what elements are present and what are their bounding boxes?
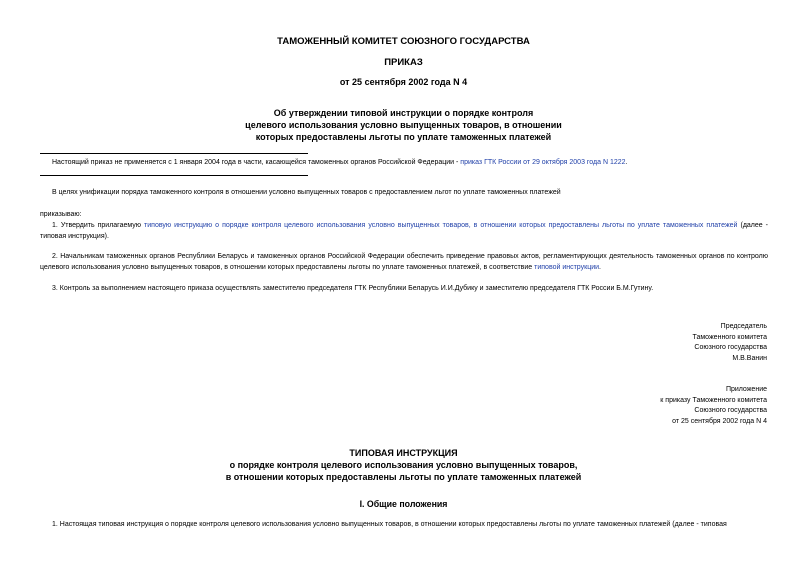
appendix-block: [660, 385, 767, 427]
section-heading: I. Общие положения: [359, 499, 448, 509]
amendment-note-text: Настоящий приказ не применяется с 1 января 2004 года в части, касающейся таможенных органов Российской Федерации -: [52, 159, 461, 166]
signature-line-3: Союзного государства: [694, 344, 767, 351]
instruction-title: ТИПОВАЯ ИНСТРУКЦИЯ: [349, 448, 458, 458]
amendment-note-tail: .: [625, 159, 628, 166]
appendix-line-1: Приложение: [725, 386, 767, 393]
instruction-paragraph-1: 1. Настоящая типовая инструкция о порядке контроля целевого использования условно выпущенных товаров, в отношении которых предоставлены льготы по уплате таможенных платежей (далее - типовая: [52, 521, 727, 528]
paragraph-1-end: (далее - типовая инструкция).: [40, 222, 769, 240]
instruction-subtitle-1: о порядке контроля целевого использования условно выпущенных товаров,: [229, 460, 578, 470]
note-top-rule: [40, 153, 308, 154]
organization-heading: ТАМОЖЕННЫЙ КОМИТЕТ СОЮЗНОГО ГОСУДАРСТВА: [277, 36, 530, 47]
note-bottom-rule: [40, 175, 308, 176]
appendix-line-4: от 25 сентября 2002 года N 4: [672, 417, 767, 425]
order-word: приказываю:: [40, 211, 82, 218]
title-line-3: которых предоставлены льготы по уплате таможенных платежей: [255, 132, 552, 142]
appendix-line-3: Союзного государства: [694, 407, 767, 414]
paragraph-2: [40, 252, 768, 273]
paragraph-1-start: 1. Утвердить прилагаемую: [52, 222, 145, 229]
signature-block: [693, 322, 767, 364]
paragraph-2-text: 2. Начальникам таможенных органов Республики Беларусь и таможенных органов Российской Федерации обеспечить приведение правовых актов, регламентирующих деятельность таможенных органов по контролю целевого использования условно выпущенных товаров, в отношении которых предоставлены льготы по уплате таможенных платежей, в соответствие: [40, 253, 768, 271]
instruction-link-2[interactable]: типовой инструкции: [534, 263, 600, 271]
title-line-2: целевого использования условно выпущенных товаров, в отношении: [245, 120, 562, 130]
title-line-1: Об утверждении типовой инструкции о порядке контроля: [273, 108, 534, 118]
paragraph-2-end: .: [599, 263, 601, 271]
document-type: ПРИКАЗ: [384, 57, 423, 68]
appendix-line-2: к приказу Таможенного комитета: [660, 396, 767, 404]
signature-line-2: Таможенного комитета: [692, 333, 767, 341]
paragraph-3: 3. Контроль за выполнением настоящего приказа осуществлять заместителю председателя ГТК Республики Беларусь И.И.Дубику и заместителю председателя ГТК России Б.М.Гутину.: [52, 285, 654, 292]
amendment-note: [52, 158, 628, 168]
instruction-subtitle-2: в отношении которых предоставлены льготы по уплате таможенных платежей: [225, 472, 582, 482]
signature-line-1: Председатель: [720, 323, 767, 330]
amendment-note-link[interactable]: приказ ГТК России от 29 октября 2003 года N 1222: [460, 159, 626, 166]
document-date: от 25 сентября 2002 года N 4: [339, 77, 468, 87]
instruction-link[interactable]: типовую инструкцию о порядке контроля целевого использования условно выпущенных товаров, в отношении которых предоставлены льготы по уплате таможенных платежей: [144, 222, 738, 229]
preamble: В целях унификации порядка таможенного контроля в отношении условно выпущенных товаров с предоставлением льгот по уплате таможенных платежей: [52, 189, 561, 196]
signature-line-4: М.В.Ванин: [732, 354, 767, 362]
paragraph-1: [40, 221, 768, 242]
